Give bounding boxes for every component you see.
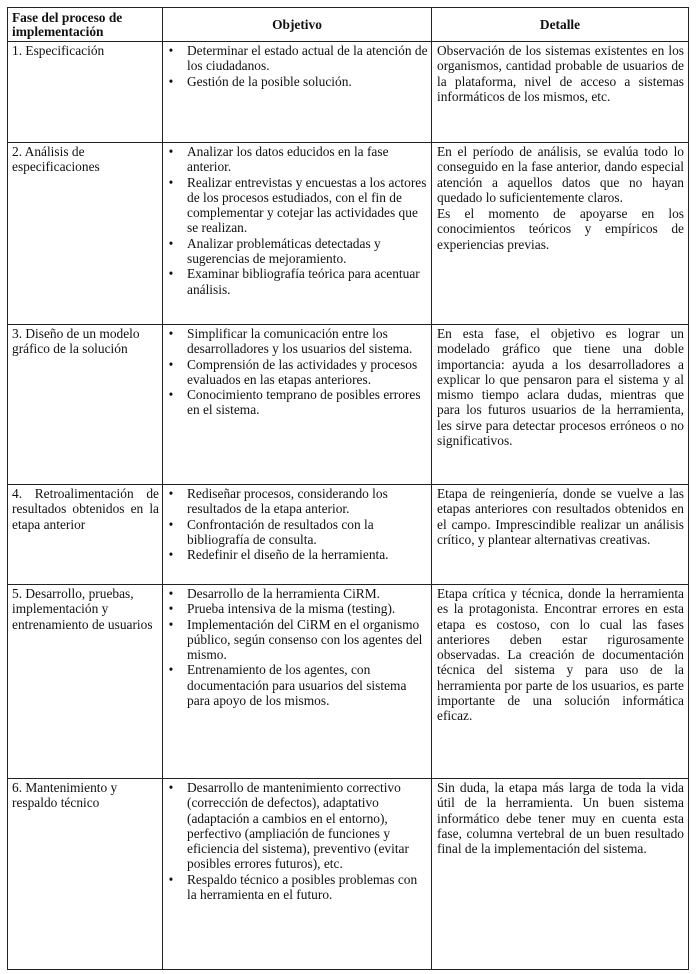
objective-cell bbox=[163, 779, 432, 970]
bullet-icon: • bbox=[168, 235, 174, 251]
objective-list bbox=[163, 144, 428, 297]
objective-text: Conocimiento temprano de posibles errores en el sistema. bbox=[187, 387, 421, 418]
objective-text: Gestión de la posible solución. bbox=[187, 73, 352, 89]
objective-list bbox=[163, 780, 428, 902]
objective-text: Analizar problemáticas detectadas y sugerencias de mejoramiento. bbox=[187, 235, 381, 267]
detail-cell bbox=[432, 42, 689, 143]
phase-cell: 6. Mantenimiento y respaldo técnico bbox=[8, 779, 163, 970]
bullet-icon: • bbox=[168, 174, 174, 190]
objective-text: Entrenamiento de los agentes, con documentación para usuarios del sistema para apoyo de los mismos. bbox=[187, 662, 407, 709]
detail-cell bbox=[432, 779, 689, 970]
detail-paragraph: Es el momento de apoyarse en los conocimientos teóricos y empíricos de experiencias previas. bbox=[437, 206, 684, 252]
bullet-icon: • bbox=[168, 356, 174, 372]
objective-item bbox=[163, 175, 428, 236]
objective-item bbox=[163, 236, 428, 267]
objective-item bbox=[163, 144, 428, 175]
objective-text: Prueba intensiva de la misma (testing). bbox=[187, 601, 396, 617]
objective-item bbox=[163, 357, 428, 388]
detail-cell bbox=[432, 325, 689, 485]
bullet-icon: • bbox=[168, 871, 174, 887]
objective-item bbox=[163, 486, 428, 517]
bullet-icon: • bbox=[168, 326, 174, 341]
objective-item bbox=[163, 617, 428, 663]
objective-text: Analizar los datos educidos en la fase anterior. bbox=[187, 144, 389, 175]
objective-text: Determinar el estado actual de la atención de los ciudadanos. bbox=[187, 43, 428, 74]
bullet-icon: • bbox=[168, 780, 174, 795]
objective-text: Respaldo técnico a posibles problemas con la herramienta en el futuro. bbox=[187, 871, 418, 903]
objective-text: Examinar bibliografía teórica para acentuar análisis. bbox=[187, 266, 420, 297]
header-detalle: Detalle bbox=[432, 8, 689, 42]
phase-cell: 1. Especificación bbox=[8, 42, 163, 143]
detail-paragraph: Observación de los sistemas existentes en los organismos, cantidad probable de usuarios de la plataforma, nivel de acceso a sistemas informáticos de los mismos, etc. bbox=[437, 43, 684, 104]
objective-item bbox=[163, 266, 428, 297]
bullet-icon: • bbox=[168, 387, 174, 403]
objective-list bbox=[163, 586, 428, 708]
objective-cell bbox=[163, 485, 432, 585]
table-header-row bbox=[8, 8, 689, 42]
table-row bbox=[8, 42, 689, 143]
table-row bbox=[8, 143, 689, 325]
objective-item bbox=[163, 547, 428, 562]
phase-cell: 4. Retroalimentación de resultados obtenidos en la etapa anterior bbox=[8, 485, 163, 585]
phase-cell: 3. Diseño de un modelo gráfico de la solución bbox=[8, 325, 163, 485]
objective-text: Comprensión de las actividades y procesos evaluados en las etapas anteriores. bbox=[187, 356, 418, 387]
objective-text: Rediseñar procesos, considerando los resultados de la etapa anterior. bbox=[187, 486, 388, 517]
detail-cell bbox=[432, 585, 689, 779]
table-row bbox=[8, 585, 689, 779]
objective-item bbox=[163, 387, 428, 418]
detail-paragraph: Etapa crítica y técnica, donde la herramienta es la protagonista. Encontrar errores en esta etapa es costoso, con lo cual las fases anteriores deben estar rigurosamente observadas. La creación de documentación técnica del sistema y para uso de la herramienta por parte de los usuarios, es parte importante de una solución informática eficaz. bbox=[437, 586, 684, 724]
objective-item bbox=[163, 601, 428, 616]
detail-cell bbox=[432, 485, 689, 585]
objective-item bbox=[163, 872, 428, 903]
bullet-icon: • bbox=[168, 586, 174, 601]
table-row bbox=[8, 485, 689, 585]
bullet-icon: • bbox=[168, 616, 174, 632]
objective-text: Redefinir el diseño de la herramienta. bbox=[187, 547, 389, 563]
objective-list bbox=[163, 326, 428, 418]
bullet-icon: • bbox=[168, 266, 174, 282]
bullet-icon: • bbox=[168, 662, 174, 678]
bullet-icon: • bbox=[168, 73, 174, 89]
table-row bbox=[8, 779, 689, 970]
implementation-phases-table bbox=[7, 7, 689, 970]
objective-item bbox=[163, 662, 428, 708]
objective-cell bbox=[163, 325, 432, 485]
objective-item bbox=[163, 326, 428, 357]
phase-cell: 2. Análisis de especificaciones bbox=[8, 143, 163, 325]
detail-paragraph: En el período de análisis, se evalúa todo lo conseguido en la fase anterior, dando especial atención a aquellos datos que no hayan quedado lo suficientemente claros. bbox=[437, 144, 684, 205]
objective-text: Desarrollo de mantenimiento correctivo (corrección de defectos), adaptativo (adaptación a cambios en el entorno), perfectivo (ampliación de funciones y eficiencia del sistema), preventivo (evitar posibles errores futuros), etc. bbox=[187, 780, 409, 872]
bullet-icon: • bbox=[168, 486, 174, 501]
objective-item bbox=[163, 586, 428, 601]
detail-paragraph: Sin duda, la etapa más larga de toda la vida útil de la herramienta. Un buen sistema informático debe tener muy en cuenta esta fase, columna vertebral de un buen resultado final de la implementación del sistema. bbox=[437, 780, 684, 857]
header-fase: Fase del proceso de implementación bbox=[8, 8, 163, 42]
table-row bbox=[8, 325, 689, 485]
objective-item bbox=[163, 74, 428, 89]
objective-text: Desarrollo de la herramienta CiRM. bbox=[187, 586, 380, 601]
objective-item bbox=[163, 43, 428, 74]
objective-text: Simplificar la comunicación entre los desarrolladores y los usuarios del sistema. bbox=[187, 326, 413, 357]
bullet-icon: • bbox=[168, 43, 174, 58]
objective-cell bbox=[163, 42, 432, 143]
objective-text: Implementación del CiRM en el organismo público, según consenso con los agentes del mismo. bbox=[187, 616, 423, 663]
bullet-icon: • bbox=[168, 547, 174, 563]
header-objetivo: Objetivo bbox=[163, 8, 432, 42]
objective-cell bbox=[163, 143, 432, 325]
bullet-icon: • bbox=[168, 516, 174, 532]
document-page bbox=[7, 7, 688, 970]
bullet-icon: • bbox=[168, 144, 174, 159]
objective-cell bbox=[163, 585, 432, 779]
detail-paragraph: Etapa de reingeniería, donde se vuelve a las etapas anteriores con resultados obtenidos en el campo. Imprescindible realizar un análisis crítico, y plantear alternativas creativas. bbox=[437, 486, 684, 547]
detail-paragraph: En esta fase, el objetivo es lograr un modelado gráfico que tiene una doble importancia: ayuda a los desarrolladores a explicar lo que pensaron para el sistema y al mismo tiempo aclara dudas, mientras que para los futuros usuarios de la herramienta, les sirve para detectar procesos erróneos o no significativos. bbox=[437, 326, 684, 449]
phase-cell: 5. Desarrollo, pruebas, implementación y entrenamiento de usuarios bbox=[8, 585, 163, 779]
detail-cell bbox=[432, 143, 689, 325]
bullet-icon: • bbox=[168, 601, 174, 617]
objective-text: Realizar entrevistas y encuestas a los actores de los procesos estudiados, con el fin de complementar y cotejar las actividades que se realizan. bbox=[187, 174, 427, 236]
objective-list bbox=[163, 486, 428, 562]
objective-text: Confrontación de resultados con la bibliografía de consulta. bbox=[187, 516, 374, 547]
objective-item bbox=[163, 780, 428, 872]
objective-list bbox=[163, 43, 428, 89]
objective-item bbox=[163, 517, 428, 548]
